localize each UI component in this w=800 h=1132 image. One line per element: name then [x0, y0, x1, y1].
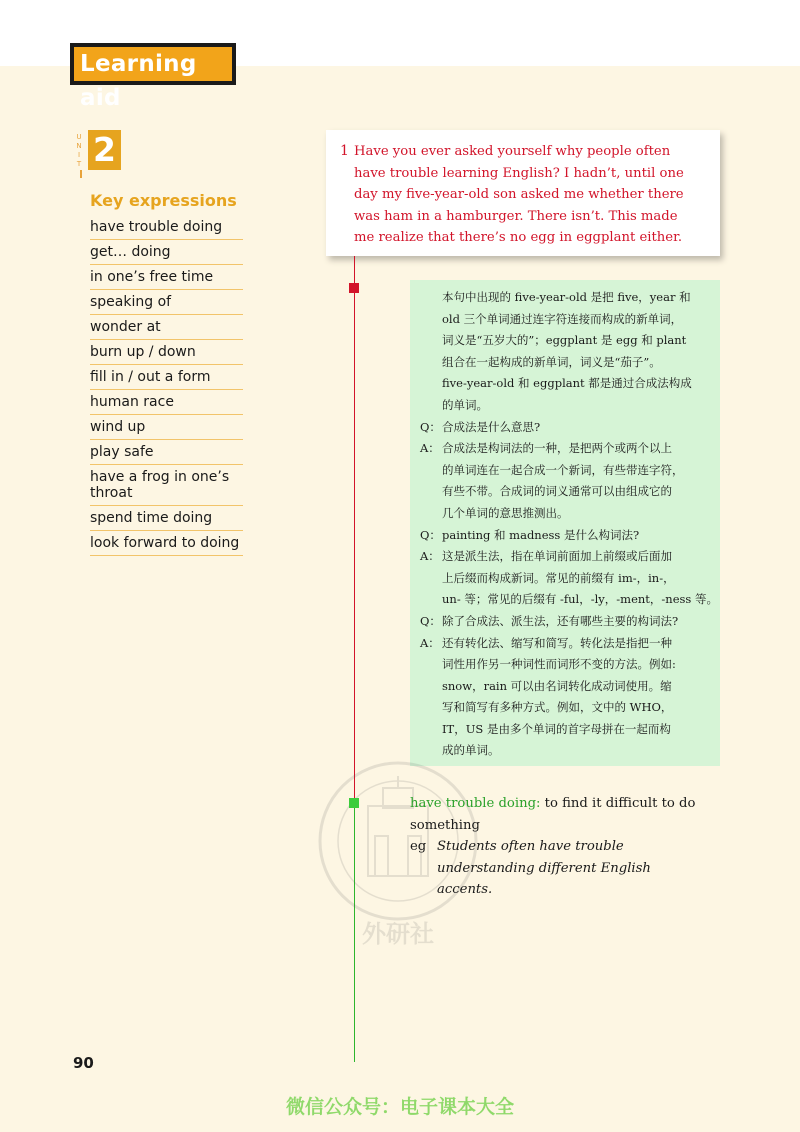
note-line — [420, 373, 710, 395]
note-line-text: five-year-old 和 eggplant 都是通过合成法构成 — [442, 376, 692, 391]
key-expression-item: have a frog in one’s throat — [90, 465, 243, 506]
definition-meaning: to find it difficult to do something — [410, 796, 696, 833]
example-text: Students often have trouble understanding different English accents. — [437, 839, 651, 897]
key-expression-item: human race — [90, 390, 243, 415]
example-label: eg — [410, 839, 427, 854]
note-line-text: 词性用作另一种词性而词形不变的方法。例如: — [442, 657, 676, 672]
key-expression-item: speaking of — [90, 290, 243, 315]
note-line — [420, 417, 710, 439]
note-line — [420, 633, 710, 655]
note-qa-label: Q： — [420, 527, 441, 542]
key-expression-item: play safe — [90, 440, 243, 465]
note-line-text: 这是派生法，指在单词前面加上前缀或后面加 — [442, 549, 672, 564]
key-expression-item: fill in / out a form — [90, 365, 243, 390]
note-line-text: old 三个单词通过连字符连接而构成的新单词， — [442, 311, 683, 326]
unit-number: 2 — [88, 130, 121, 170]
note-line-text: 几个单词的意思推测出。 — [442, 505, 569, 520]
note-line — [420, 438, 710, 460]
note-line-text: 词义是“五岁大的”；eggplant 是 egg 和 plant — [442, 333, 687, 348]
note-line — [420, 503, 710, 525]
note-line — [420, 352, 710, 374]
note-qa-label: Q： — [420, 613, 441, 628]
footer-watermark: 微信公众号：电子课本大全 — [285, 1096, 514, 1118]
sentence-box — [326, 130, 720, 256]
note-line-text: 还有转化法、缩写和简写。转化法是指把一种 — [442, 635, 672, 650]
sentence-number: 1 — [340, 143, 349, 159]
unit-letter: T — [76, 160, 82, 168]
note-line-text: snow，rain 可以由名词转化成动词使用。缩 — [442, 678, 672, 693]
key-expression-item: look forward to doing — [90, 531, 243, 556]
key-expressions-title: Key expressions — [90, 191, 237, 210]
example-row — [410, 836, 710, 901]
key-expression-item: have trouble doing — [90, 215, 243, 240]
note-line-text: 有些不带。合成词的词义通常可以由组成它的 — [442, 484, 672, 499]
note-qa-label: Q： — [420, 419, 441, 434]
key-expression-item: wind up — [90, 415, 243, 440]
banner-title: Learning aid — [74, 47, 232, 81]
definition-marker-green — [349, 798, 359, 808]
note-line — [420, 568, 710, 590]
unit-letter: I — [77, 151, 81, 159]
note-line — [420, 697, 710, 719]
note-line — [420, 676, 710, 698]
note-line-text: 本句中出现的 five-year-old 是把 five，year 和 — [442, 290, 691, 304]
key-expressions-list — [90, 215, 243, 556]
unit-label — [75, 133, 83, 169]
definition-term: have trouble doing: — [410, 796, 541, 811]
note-line-text: 除了合成法、派生法，还有哪些主要的构词法? — [442, 613, 679, 628]
note-line — [420, 719, 710, 741]
note-line-text: IT，US 是由多个单词的首字母拼在一起而构 — [442, 721, 671, 736]
definition-line — [410, 793, 710, 836]
note-line — [420, 611, 710, 633]
key-expression-item: wonder at — [90, 315, 243, 340]
note-line — [420, 395, 710, 417]
note-line — [420, 330, 710, 352]
note-qa-label: A： — [420, 441, 440, 456]
note-line-text: 组合在一起构成的新单词，词义是“茄子”。 — [442, 354, 661, 369]
grammar-note-box — [410, 280, 720, 766]
unit-letter: N — [76, 142, 82, 150]
note-line — [420, 525, 710, 547]
note-line — [420, 287, 710, 309]
note-line — [420, 481, 710, 503]
note-line-text: 写和简写有多种方式。例如，文中的 WHO， — [442, 700, 673, 715]
note-line — [420, 654, 710, 676]
note-line — [420, 309, 710, 331]
note-line — [420, 546, 710, 568]
sentence-text: Have you ever asked yourself why people often have trouble learning English? I hadn’t, until one day my five-year-old son asked me whether there was ham in a hamburger. There isn’t. This made me realize that there’s no egg in eggplant either. — [354, 144, 684, 245]
note-marker-red — [349, 283, 359, 293]
note-line-text: 的单词。 — [442, 397, 488, 412]
learning-aid-banner — [70, 43, 236, 111]
definition-block — [410, 793, 710, 901]
key-expression-item: get… doing — [90, 240, 243, 265]
note-line — [420, 460, 710, 482]
note-line-text: un- 等；常见的后缀有 -ful，-ly，-ment，-ness 等。 — [442, 592, 718, 607]
note-line-text: painting 和 madness 是什么构词法? — [442, 527, 640, 542]
key-expression-item: burn up / down — [90, 340, 243, 365]
connector-line-red — [354, 256, 355, 800]
note-qa-label: A： — [420, 635, 440, 650]
watermark-text: 外研社 — [362, 920, 434, 948]
note-line-text: 合成法是什么意思? — [442, 419, 541, 434]
grammar-note-text — [420, 287, 718, 762]
unit-letter: U — [76, 133, 82, 141]
note-line-text: 上后缀而构成新词。常见的前缀有 im-，in-， — [442, 570, 675, 585]
note-line — [420, 589, 718, 611]
key-expression-item: in one’s free time — [90, 265, 243, 290]
note-line-text: 成的单词。 — [442, 743, 500, 758]
key-expression-item: spend time doing — [90, 506, 243, 531]
note-qa-label: A： — [420, 549, 440, 564]
note-line-text: 的单词连在一起合成一个新词，有些带连字符， — [442, 462, 684, 477]
note-line-text: 合成法是构词法的一种，是把两个或两个以上 — [442, 441, 672, 456]
page-number: 90 — [73, 1054, 94, 1072]
unit-bar — [80, 170, 82, 178]
